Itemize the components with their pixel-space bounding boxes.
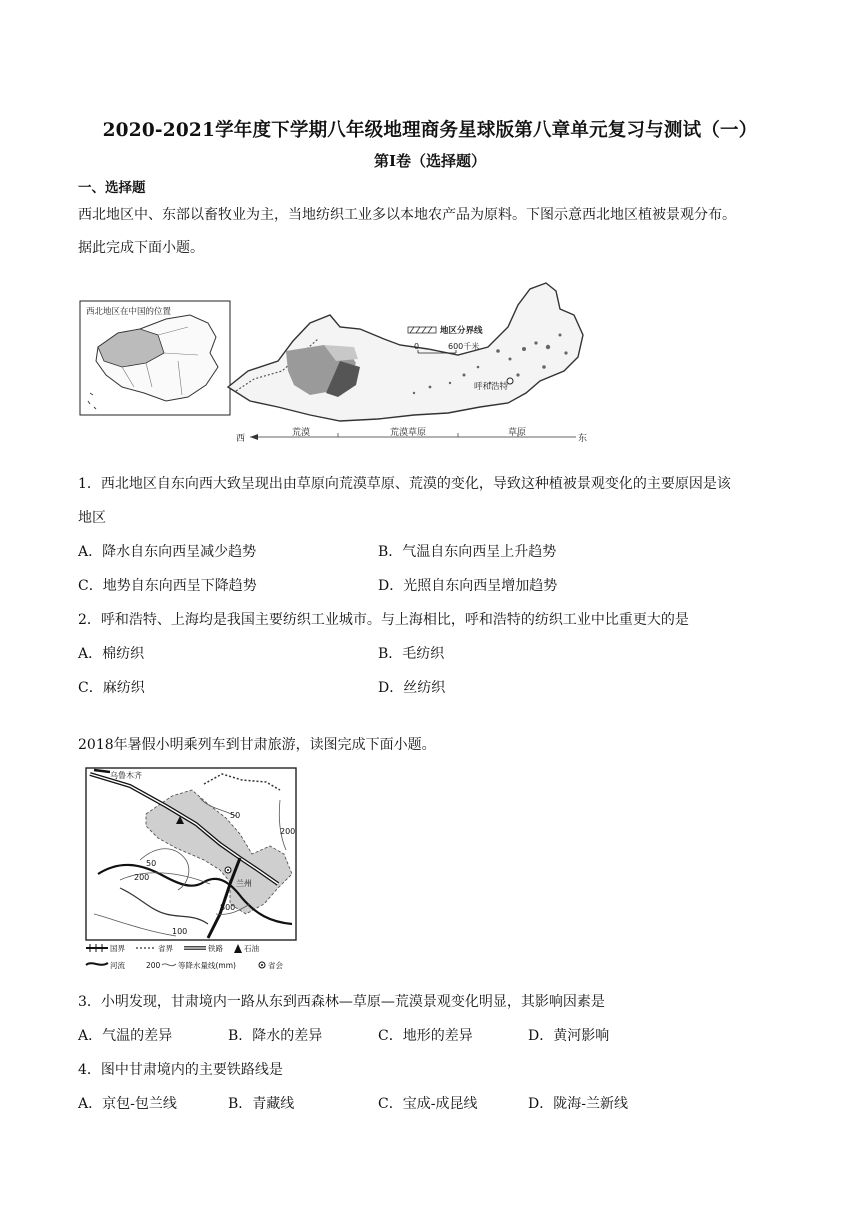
q2-option-b[interactable]: B．毛纺织 xyxy=(378,646,445,662)
gansu-map-legend xyxy=(86,943,283,970)
isohyet-label-100: 100 xyxy=(172,927,188,936)
q1-stem-line2: 地区 xyxy=(78,510,106,526)
q4-option-b[interactable]: B．青藏线 xyxy=(228,1096,295,1112)
q2-option-a[interactable]: A．棉纺织 xyxy=(78,646,145,662)
axis-west: 西 xyxy=(236,434,246,444)
page-subtitle: 第Ⅰ卷（选择题） xyxy=(373,152,487,170)
legend-isohyet: 等降水量线(mm) xyxy=(178,961,236,970)
boundary-legend-label: 地区分界线 xyxy=(440,326,483,336)
city-lanzhou: 兰州 xyxy=(236,879,252,888)
scale-distance: 600千米 xyxy=(448,342,480,351)
q2-stem: 2．呼和浩特、上海均是我国主要纺织工业城市。与上海相比，呼和浩特的纺织工业中比重更大的是 xyxy=(78,612,689,628)
q4-option-a[interactable]: A．京包-包兰线 xyxy=(78,1096,177,1112)
isohyet-label-50-west: 50 xyxy=(146,859,157,868)
group1-intro-line1: 西北地区中、东部以畜牧业为主，当地纺织工业多以本地农产品为原料。下图示意西北地区植被景观分布。 xyxy=(78,207,736,223)
legend-isohyet-value: 200 xyxy=(146,961,161,970)
gansu-map xyxy=(80,764,302,974)
q1-option-b[interactable]: B．气温自东向西呈上升趋势 xyxy=(378,544,557,560)
q1-stem-line1: 1．西北地区自东向西大致呈现出由草原向荒漠草原、荒漠的变化，导致这种植被景观变化的主要原因是该 xyxy=(78,476,731,492)
legend-border: 国界 xyxy=(110,944,125,953)
q3-option-c[interactable]: C．地形的差异 xyxy=(378,1028,473,1044)
section-heading: 一、选择题 xyxy=(78,180,146,196)
isohyet-label-200-east: 200 xyxy=(280,827,296,836)
q1-option-a[interactable]: A．降水自东向西呈减少趋势 xyxy=(78,544,257,560)
inset-label: 西北地区在中国的位置 xyxy=(86,307,172,317)
axis-east: 东 xyxy=(578,434,588,444)
zone-desert-steppe: 荒漠草原 xyxy=(390,428,427,438)
legend-province: 省界 xyxy=(158,944,173,953)
q3-option-b[interactable]: B．降水的差异 xyxy=(228,1028,323,1044)
isohyet-label-800: 800 xyxy=(220,903,236,912)
legend-railway: 铁路 xyxy=(208,944,223,953)
q2-option-d[interactable]: D．丝纺织 xyxy=(378,680,446,696)
isohyet-label-50-north: 50 xyxy=(230,811,241,820)
page-title: 2020-2021学年度下学期八年级地理商务星球版第八章单元复习与测试（一） xyxy=(102,120,758,141)
q4-stem: 4．图中甘肃境内的主要铁路线是 xyxy=(78,1062,283,1078)
group1-intro-line2: 据此完成下面小题。 xyxy=(78,240,204,256)
group2-intro: 2018年暑假小明乘列车到甘肃旅游，读图完成下面小题。 xyxy=(78,737,436,753)
scale-zero: 0 xyxy=(414,342,420,351)
legend-capital: 省会 xyxy=(268,961,283,970)
q3-stem: 3．小明发现，甘肃境内一路从东到西森林—草原—荒漠景观变化明显，其影响因素是 xyxy=(78,994,605,1010)
legend-oil: 石油 xyxy=(244,944,259,953)
zone-desert: 荒漠 xyxy=(292,428,311,438)
q1-option-d[interactable]: D．光照自东向西呈增加趋势 xyxy=(378,578,558,594)
q4-option-c[interactable]: C．宝成-成昆线 xyxy=(378,1096,478,1112)
region-outline xyxy=(228,283,583,421)
q1-option-c[interactable]: C．地势自东向西呈下降趋势 xyxy=(78,578,257,594)
city-hohhot: 呼和浩特 xyxy=(474,382,509,392)
zone-steppe: 草原 xyxy=(508,428,527,438)
city-urumqi: 乌鲁木齐 xyxy=(110,771,142,780)
q4-option-d[interactable]: D．陇海-兰新线 xyxy=(528,1096,628,1112)
isohyet-label-200-west: 200 xyxy=(134,873,150,882)
northwest-vegetation-map xyxy=(78,275,588,450)
q2-option-c[interactable]: C．麻纺织 xyxy=(78,680,145,696)
legend-river: 河流 xyxy=(110,961,125,970)
q3-option-a[interactable]: A．气温的差异 xyxy=(78,1028,173,1044)
q3-option-d[interactable]: D．黄河影响 xyxy=(528,1028,610,1044)
